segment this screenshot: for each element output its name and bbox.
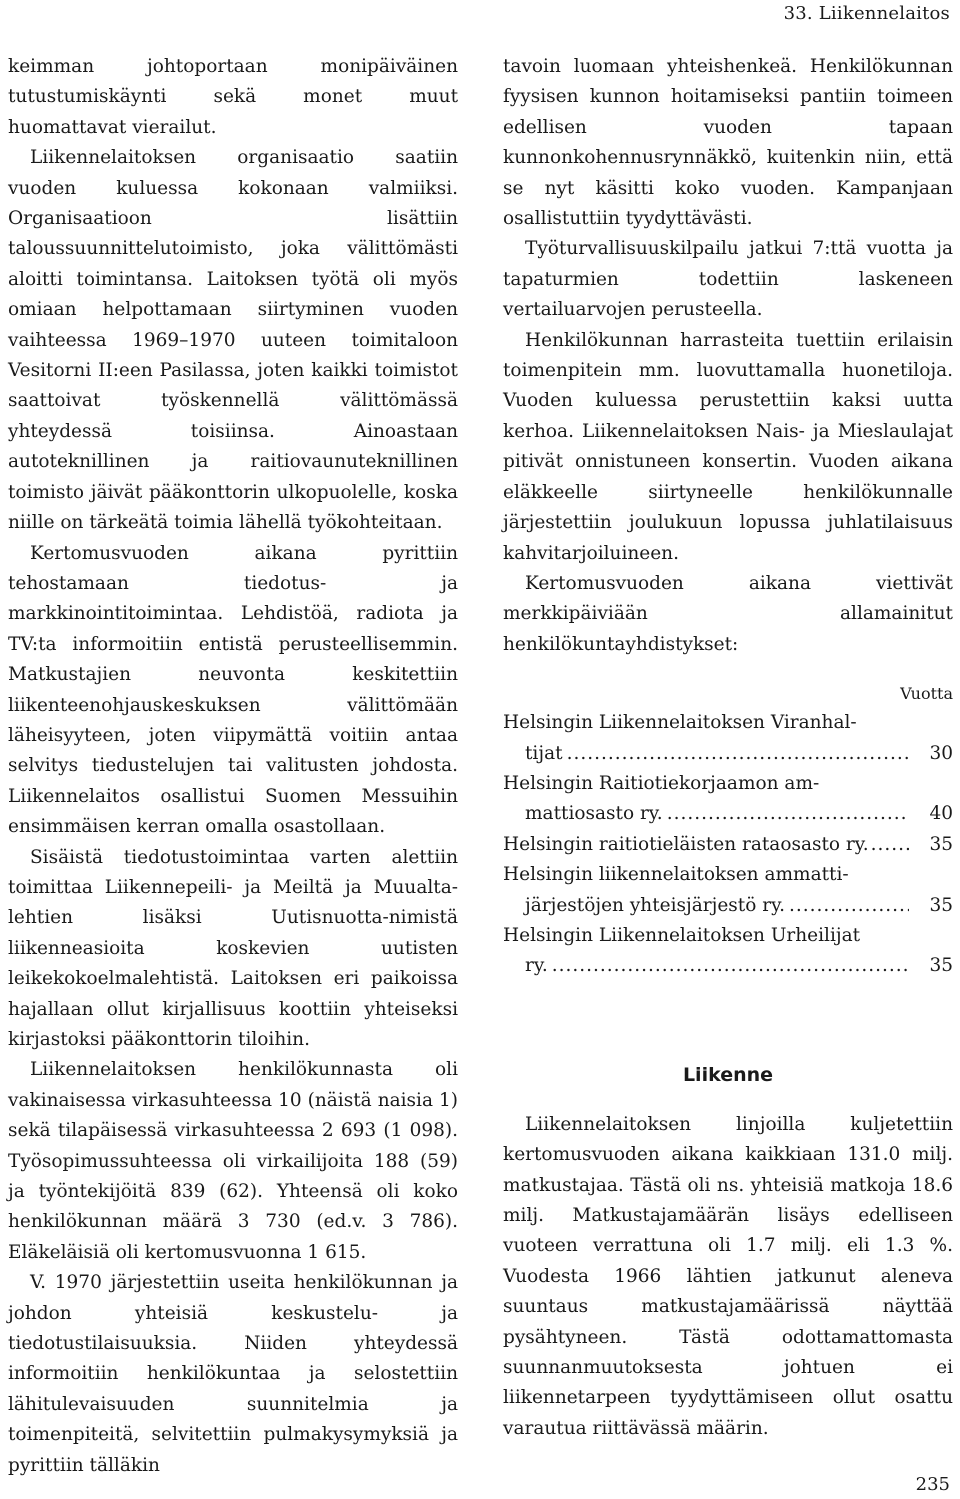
association-item xyxy=(503,830,953,860)
association-name-line: Helsingin Liikennelaitoksen Urheilijat xyxy=(503,924,861,946)
association-item xyxy=(503,708,953,769)
association-name-line: Helsingin Raitiotiekorjaamon am- xyxy=(503,772,820,794)
association-name: Helsingin raitiotieläisten rataosasto ry. xyxy=(503,833,869,855)
association-name-cont: mattiosasto ry. xyxy=(525,803,663,825)
page-number: 235 xyxy=(915,1474,950,1495)
association-years: 40 xyxy=(929,803,953,825)
running-header: 33. Liikennelaitos xyxy=(783,3,950,24)
paragraph: Henkilökunnan harrasteita tuettiin erilaisin toimenpitein mm. luovuttamalla huonetiloja. Vuoden kuluessa perustettiin kaksi uutta kerhoa. Liikennelaitoksen Nais- ja Mieslaulajat pitivät onnistuneen konsertin. Vuoden aikana eläkkeelle siirtyneelle henkilökunnalle järjestettiin joulukuun lopussa juhlatilaisuus kahvitarjoiluineen. xyxy=(503,329,953,564)
right-column xyxy=(503,52,953,1444)
association-name-cont: tijat xyxy=(525,742,563,764)
leader-dots xyxy=(667,799,909,829)
association-name-cont: ry. xyxy=(525,955,548,977)
paragraph: V. 1970 järjestettiin useita henkilökunnan ja johdon yhteisiä keskustelu- ja tiedotustilaisuuksia. Niiden yhteydessä informoitiin henkilökuntaa ja selostettiin lähitulevaisuuden suunnitelmia ja toimenpiteitä, selvitettiin pulmakysymyksiä ja pyrittiin tälläkin xyxy=(8,1272,458,1476)
paragraph: tavoin luomaan yhteishenkeä. Henkilökunnan fyysisen kunnon hoitamiseksi pantiin toimeen edellisen vuoden tapaan kunnonkohennusrynnäkkö, kuitenkin niin, että se nyt käsitti koko vuoden. Kampanjaan osallistuttiin tyydyttävästi. xyxy=(503,56,953,230)
association-years: 35 xyxy=(929,894,953,916)
left-column xyxy=(8,52,458,1481)
paragraph: Liikennelaitoksen linjoilla kuljetettiin kertomusvuoden aikana kaikkiaan 131.0 milj. matkustajaa. Tästä oli ns. yhteisiä matkoja 18.6 milj. Matkustajamäärän lisäys edelliseen vuoteen verrattuna oli 1.7 milj. eli 1.3 %. Vuodesta 1966 lähtien jatkunut aleneva suuntaus matkustajamäärissä näyttää pysähtyneen. Tästä odottamattomasta suunnanmuutoksesta johtuen ei liikennetarpeen tyydyttämiseen ollut osattu varautua riittävässä määrin. xyxy=(503,1113,953,1439)
paragraph: Kertomusvuoden aikana viettivät merkkipäiviään allamainitut henkilökuntayhdistykset: xyxy=(503,572,953,655)
association-list xyxy=(503,708,953,982)
leader-dots xyxy=(871,830,909,860)
years-column-header: Vuotta xyxy=(900,684,953,704)
leader-dots xyxy=(567,739,909,769)
paragraph: Työturvallisuuskilpailu jatkui 7:ttä vuotta ja tapaturmien todettiin laskeneen vertailuarvojen perusteella. xyxy=(503,238,953,321)
leader-dots xyxy=(552,951,909,981)
paragraph: keimman johtoportaan monipäiväinen tutustumiskäynti sekä monet muut huomattavat vierailut. xyxy=(8,56,458,138)
association-name-cont: järjestöjen yhteisjärjestö ry. xyxy=(525,894,785,916)
association-name-line: Helsingin Liikennelaitoksen Viranhal- xyxy=(503,712,857,734)
association-years: 30 xyxy=(929,742,953,764)
association-years: 35 xyxy=(929,955,953,977)
association-item xyxy=(503,921,953,982)
association-item xyxy=(503,860,953,921)
association-years: 35 xyxy=(929,833,953,855)
paragraph: Kertomusvuoden aikana pyrittiin tehostamaan tiedotus- ja markkinointitoimintaa. Lehdistöä, radiota ja TV:ta informoitiin entistä perusteellisemmin. Matkustajien neuvonta keskitettiin liikenteenohjauskeskuksen välittömään läheisyyteen, joten viipymättä voitiin antaa selvitys tiedustelujen tai valitusten johdosta. Liikennelaitos osallistui Suomen Messuihin ensimmäisen kerran omalla osastollaan. xyxy=(8,542,458,838)
paragraph: Liikennelaitoksen organisaatio saatiin vuoden kuluessa kokonaan valmiiksi. Organisaatioon lisättiin taloussuunnittelutoimisto, joka välittömästi aloitti toimintansa. Laitoksen työtä oli myös omiaan helpottamaan siirtyminen vuoden vaihteessa 1969–1970 uuteen toimitaloon Vesitorni II:een Pasilassa, joten kaikki toimistot saattoivat työskennellä välittömässä yhteydessä toisiinsa. Ainoastaan autoteknillinen ja raitiovaunuteknillinen toimisto jäivät pääkonttorin ulkopuolelle, koska niille on tärkeätä toimia lähellä työkohteitaan. xyxy=(8,147,458,534)
leader-dots xyxy=(789,891,909,921)
section-heading: Liikenne xyxy=(682,1063,774,1086)
association-name-line: Helsingin liikennelaitoksen ammatti- xyxy=(503,864,849,886)
paragraph: Liikennelaitoksen henkilökunnasta oli vakinaisessa virkasuhteessa 10 (näistä naisia 1) sekä tilapäisessä virkasuhteessa 2 693 (1 098). Työsopimussuhteessa oli virkailijoita 188 (59) ja työntekijöitä 839 (62). Yhteensä oli koko henkilökunnan määrä 3 730 (ed.v. 3 786). Eläkeläisiä oli kertomusvuonna 1 615. xyxy=(8,1059,458,1263)
paragraph: Sisäistä tiedotustoimintaa varten alettiin toimittaa Liikennepeili- ja Meiltä ja Muualta-lehtien lisäksi Uutisnuotta-nimistä liikenneasioita koskevien uutisten leikekokoelmalehtistä. Laitoksen eri paikoissa hajallaan ollut kirjallisuus koottiin yhteiseksi kirjastoksi pääkonttorin tiloihin. xyxy=(8,846,458,1050)
association-item xyxy=(503,769,953,830)
